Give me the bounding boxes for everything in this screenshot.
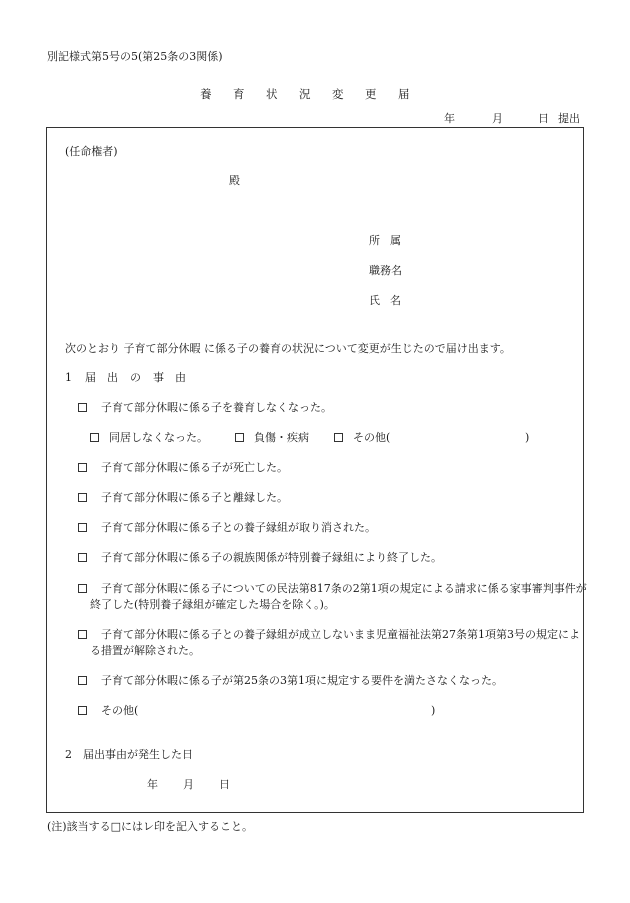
- title-char: 状: [266, 87, 278, 101]
- checkbox[interactable]: [235, 433, 244, 442]
- other-close-paren: ): [525, 431, 530, 444]
- day-label: 日: [219, 778, 230, 791]
- name-char: 名: [390, 294, 401, 307]
- title-char: 更: [365, 87, 377, 101]
- intro-text: 次のとおり 子育て部分休暇 に係る子の養育の状況について変更が生じたので届け出ます。: [65, 342, 511, 355]
- reason-item: [78, 627, 588, 659]
- checkbox[interactable]: [78, 493, 87, 502]
- reason-item: [78, 461, 288, 476]
- heading-char: 出: [107, 371, 118, 384]
- heading-char: 届: [85, 371, 96, 384]
- position-label: 職務名: [369, 264, 402, 277]
- reason-text: 子育て部分休暇に係る子と離縁した。: [101, 491, 288, 504]
- position-field[interactable]: [369, 264, 402, 279]
- checkbox[interactable]: [78, 630, 87, 639]
- form-frame: [46, 127, 587, 813]
- name-char: 氏: [369, 294, 380, 307]
- heading-char: 事: [153, 371, 164, 384]
- reason-item: [78, 401, 332, 416]
- reason-text: 子育て部分休暇に係る子が第25条の3第1項に規定する要件を満たさなくなった。: [101, 674, 503, 687]
- year-label: 年: [444, 112, 455, 125]
- checkbox[interactable]: [78, 523, 87, 532]
- reason-item: [78, 551, 442, 566]
- checkbox[interactable]: [78, 584, 87, 593]
- checkbox[interactable]: [78, 676, 87, 685]
- reason-item-other: [78, 704, 138, 719]
- checkbox[interactable]: [78, 463, 87, 472]
- affiliation-field[interactable]: [369, 234, 401, 249]
- checkbox[interactable]: [78, 403, 87, 412]
- month-label: 月: [492, 112, 503, 125]
- title-char: 届: [398, 87, 410, 101]
- name-field[interactable]: [369, 294, 401, 309]
- month-label: 月: [183, 778, 194, 791]
- injury-label: 負傷・疾病: [254, 431, 309, 444]
- title-char: 況: [299, 87, 311, 101]
- document-title: [200, 87, 431, 103]
- section1-heading: [65, 371, 186, 386]
- submitted-label: 提出: [558, 112, 580, 125]
- other-open: その他(: [101, 704, 139, 717]
- reason-text: 子育て部分休暇に係る子を養育しなくなった。: [101, 401, 332, 414]
- day-label: 日: [538, 112, 549, 125]
- affiliation-char: 所: [369, 234, 380, 247]
- reason-item: [78, 674, 503, 689]
- other-close-paren: ): [431, 704, 436, 717]
- section2-heading: 2 届出事由が発生した日: [65, 748, 193, 761]
- affiliation-char: 属: [390, 234, 401, 247]
- heading-char: 由: [175, 371, 186, 384]
- reason-item: [78, 491, 288, 506]
- other-label: その他(: [353, 431, 391, 444]
- reason-text: 子育て部分休暇に係る子についての民法第817条の2第1項の規定による請求に係る家事審判事件が終了した(特別養子縁組が確定した場合を除く。)。: [90, 582, 587, 611]
- appointer-label: (任命権者): [65, 145, 118, 158]
- reason-text: 子育て部分休暇に係る子が死亡した。: [101, 461, 288, 474]
- title-char: 養: [200, 87, 212, 101]
- no-cohabit-label: 同居しなくなった。: [109, 431, 208, 444]
- reason-text: 子育て部分休暇に係る子との養子縁組が成立しないまま児童福祉法第27条第1項第3号の規定による措置が解除された。: [90, 628, 580, 657]
- checkbox[interactable]: [90, 433, 99, 442]
- title-char: 変: [332, 87, 344, 101]
- year-label: 年: [147, 778, 158, 791]
- reason-item: [78, 581, 588, 613]
- title-char: 育: [233, 87, 245, 101]
- form-reference: 別記様式第5号の5(第25条の3関係): [47, 50, 223, 63]
- checkbox[interactable]: [78, 553, 87, 562]
- checkbox[interactable]: [334, 433, 343, 442]
- reason-text: 子育て部分休暇に係る子との養子縁組が取り消された。: [101, 521, 376, 534]
- checkbox[interactable]: [78, 706, 87, 715]
- reason-text: 子育て部分休暇に係る子の親族関係が特別養子縁組により終了した。: [101, 551, 442, 564]
- honorific: 殿: [229, 174, 240, 187]
- sub-options: [90, 431, 390, 446]
- reason-item: [78, 521, 376, 536]
- heading-char: の: [130, 371, 141, 384]
- section-number: 1: [65, 371, 72, 384]
- footnote: (注)該当する□にはレ印を記入すること。: [47, 820, 253, 833]
